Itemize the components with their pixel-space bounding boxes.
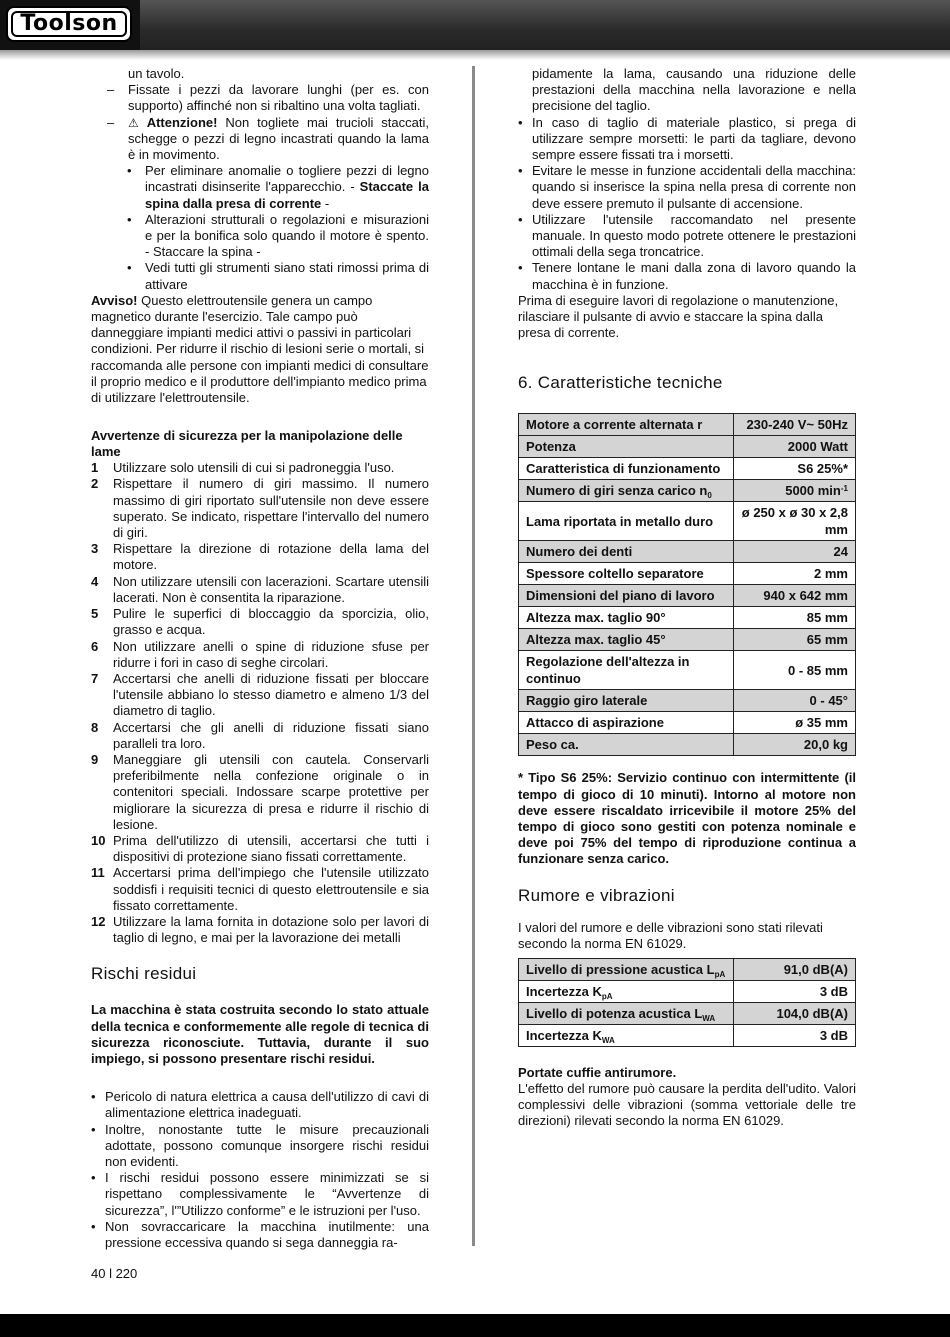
list-item-number: 4 (91, 573, 99, 589)
table-row: Peso ca. 20,0 kg (519, 734, 856, 756)
list-item (91, 639, 429, 671)
list-item-number: 7 (91, 670, 99, 686)
list-item: • Non sovraccaricare la macchina inutilmente: una pressione eccessiva quando si sega danneggia ra- (91, 1219, 429, 1251)
list-item-text: Prima dell'utilizzo di utensili, accertarsi che tutti i dispositivi di protezione siano fissati correttamente. (113, 832, 429, 865)
table-row: Dimensioni del piano di lavoro 940 x 642 mm (519, 585, 856, 607)
table-row: Numero dei denti 24 (519, 541, 856, 563)
list-item-number: 9 (91, 751, 99, 767)
logo (6, 6, 132, 42)
table-row: Incertezza $K_{pA}$ 3 dB (519, 981, 856, 1003)
continuation-text: pidamente la lama, causando una riduzione delle prestazioni della macchina nella lavorazione e nella precisione del taglio. (532, 66, 856, 114)
list-item-number: 10 (91, 832, 106, 848)
list-item (91, 541, 429, 573)
list-item (91, 606, 429, 638)
blade-safety-title: Avvertenze di sicurezza per la manipolazione delle lame (91, 428, 403, 460)
list-item (91, 914, 429, 946)
noise-title: Rumore e vibrazioni (518, 885, 675, 905)
sub-item: • Vedi tutti gli strumenti siano stati rimossi prima di attivare (91, 260, 429, 292)
list-item: • Tenere lontane le mani dalla zona di lavoro quando la macchina è in funzione. (518, 260, 856, 292)
right-bullet-list (518, 115, 856, 293)
table-row: Motore a corrente alternata r 230-240 V~ 50Hz (519, 414, 856, 436)
table-row: Caratteristica di funzionamento S6 25%* (519, 458, 856, 480)
page-number: 40 l 220 (91, 1266, 138, 1281)
rischi-title: Rischi residui (91, 964, 197, 984)
list-item (91, 720, 429, 752)
list-item-text: Pulire le superfici di bloccaggio da sporcizia, olio, grasso e acqua. (113, 606, 429, 638)
closing-paragraph: Prima di eseguire lavori di regolazione o manutenzione, rilasciare il pulsante di avvio e staccare la spina dalla presa di corrente. (518, 292, 839, 341)
list-item (91, 671, 429, 720)
list-item-text: Accertarsi che gli anelli di riduzione fissati siano paralleli tra loro. (113, 719, 429, 751)
dash-item-warning: – ⚠ Attenzione! Non togliete mai trucioli staccati, schegge o pezzi di legno incastrati quando la lama è in movimento. (91, 115, 429, 164)
list-item-text: Non utilizzare utensili con lacerazioni. Scartare utensili lacerati. Non è consentita la riparazione. (113, 573, 429, 605)
list-item: • I rischi residui possono essere minimizzati se si rispettano complessivamente le “Avvertenze di sicurezza”, l'”Utilizzo conforme” e le istruzioni per l'uso. (91, 1170, 429, 1219)
list-item-number: 3 (91, 541, 99, 557)
ear-protection-text: L'effetto del rumore può causare la perdita dell'udito. Valori complessivi delle vibrazioni (somma vettoriale delle tre direzioni) rilevati secondo la norma EN 61029. (518, 1081, 856, 1129)
list-item-number: 11 (91, 865, 105, 881)
left-column (91, 66, 429, 1251)
footer-bar (0, 1314, 950, 1337)
list-item-number: 5 (91, 606, 99, 622)
table-row: Livello di potenza acustica $L_{WA}$ 104,0 dB(A) (519, 1003, 856, 1025)
right-column (518, 66, 856, 1130)
list-item-text: Rispettare il numero di giri massimo. Il numero massimo di giri riportato sull'utensile non deve essere superato. Se indicato, rispettare l'intervallo del numero di giri. (113, 476, 429, 541)
list-item-text: Utilizzare solo utensili di cui si padroneggia l'uso. (113, 460, 395, 476)
list-item: • In caso di taglio di materiale plastico, si prega di utilizzare sempre morsetti: le parti da tagliare, devono sempre essere fissati tra i morsetti. (518, 115, 856, 164)
list-item-text: Utilizzare la lama fornita in dotazione solo per lavori di taglio di legno, e mai per la lavorazione dei metalli (113, 913, 429, 946)
list-item (91, 574, 429, 606)
header-bar (0, 0, 950, 50)
list-item-text: Rispettare la direzione di rotazione della lama del motore. (113, 541, 429, 573)
sub-item: • Per eliminare anomalie o togliere pezzi di legno incastrati disinserite l'apparecchio. - Staccate la spina dalla presa di corrente - (91, 163, 429, 212)
list-item-text: Maneggiare gli utensili con cautela. Conservarli preferibilmente nella confezione originale o in contenitori speciali. Indossare scarpe protettive per migliorare la sicurezza di presa e ridurre il rischio di lesione. (113, 751, 429, 832)
table-row: Incertezza $K_{WA}$ 3 dB (519, 1025, 856, 1047)
blade-safety-list (91, 460, 429, 946)
warning-icon: ⚠ (128, 115, 139, 130)
list-item-text: Non utilizzare anelli o spine di riduzione sfuse per ridurre i fori in caso di seghe circolari. (113, 638, 429, 670)
list-item-text: Accertarsi prima dell'impiego che l'utensile utilizzato soddisfi i requisiti tecnici di questo elettroutensile e sia fissato correttamente. (113, 865, 429, 913)
table-row: Altezza max. taglio 90° 85 mm (519, 607, 856, 629)
list-item (91, 865, 429, 914)
table-row: Raggio giro laterale 0 - 45° (519, 690, 856, 712)
list-item (91, 752, 429, 833)
table-row: Spessore coltello separatore 2 mm (519, 563, 856, 585)
list-item: • Evitare le messe in funzione accidentali della macchina: quando si inserisce la spina nella presa di corrente non deve essere premuto il pulsante di accensione. (518, 163, 856, 212)
list-item-number: 1 (91, 460, 99, 476)
list-item-number: 2 (91, 476, 99, 492)
table-row: Numero di giri senza carico $n_0$ 5000 $\min^{-1}$ (519, 480, 856, 502)
list-item: • Pericolo di natura elettrica a causa dell'utilizzo di cavi di alimentazione elettrica inadeguati. (91, 1089, 429, 1121)
rischi-intro: La macchina è stata costruita secondo lo stato attuale della tecnica e conformemente alle regole di tecnica di sicurezza riconosciute. Tuttavia, durante il suo impiego, si possono presentare rischi residui. (91, 1002, 429, 1066)
list-item (91, 460, 429, 476)
avviso-paragraph: Avviso! Questo elettroutensile genera un campo magnetico durante l'esercizio. Tale campo può danneggiare impianti medici attivi o passivi in particolari condizioni. Per ridurre il rischio di lesioni serie o mortali, si raccomanda alle persone con impianti medici di consultare il proprio medico e il produttore dell'impianto medico prima di utilizzare l'elettroutensile. (91, 292, 429, 406)
list-item-number: 6 (91, 638, 99, 654)
ear-protection-title: Portate cuffie antirumore. (518, 1065, 677, 1081)
table-row: Attacco di aspirazione ø 35 mm (519, 712, 856, 734)
list-item (91, 833, 429, 865)
list-item-number: 8 (91, 719, 99, 735)
logo-box (0, 0, 140, 50)
list-item: • Inoltre, nonostante tutte le misure precauzionali adottate, possono comunque insorgere rischi residui non evidenti. (91, 1122, 429, 1171)
table-row: Lama riportata in metallo duro ø 250 x ø 30 x 2,8 mm (519, 502, 856, 541)
list-item-number: 12 (91, 913, 106, 929)
list-item: • Utilizzare l'utensile raccomandato nel presente manuale. In questo modo potrete ottenere le prestazioni ottimali della sega troncatrice. (518, 212, 856, 261)
spec-footnote: * Tipo S6 25%: Servizio continuo con intermittente (il tempo di gioco di 10 minuti). Intorno al motore non deve essere riscaldato irricevibile il motore 25% del tempo di gioco sono gestiti con potenza nominale e deve poi 75% del tempo di riproduzione continua a funzionare senza carico. (518, 770, 856, 867)
table-row: Livello di pressione acustica $L_{pA}$ 91,0 dB(A) (519, 959, 856, 981)
sub-item: • Alterazioni strutturali o regolazioni e misurazioni e per la bonifica solo quando il motore è spento. - Staccare la spina - (91, 212, 429, 261)
table-row: Regolazione dell'altezza in continuo 0 - 85 mm (519, 651, 856, 690)
list-item-text: Accertarsi che anelli di riduzione fissati per bloccare l'utensile abbiano lo stesso diametro e almeno 1/3 del diametro di taglio. (113, 670, 429, 719)
rischi-list (91, 1089, 429, 1251)
dash-item: – Fissate i pezzi da lavorare lunghi (per es. con supporto) affinché non si ribaltino una volta tagliati. (91, 82, 429, 114)
column-divider (472, 66, 475, 1246)
noise-intro: I valori del rumore e delle vibrazioni sono stati rilevati secondo la norma EN 61029. (518, 919, 823, 951)
list-continuation: un tavolo. (128, 66, 185, 81)
table-row: Potenza 2000 Watt (519, 436, 856, 458)
header-shadow (0, 50, 950, 60)
logo-text: Toolson (11, 11, 127, 37)
table-row: Altezza max. taglio 45° 65 mm (519, 629, 856, 651)
noise-table (518, 958, 856, 1047)
spec-table (518, 413, 856, 756)
tech-title: 6. Caratteristiche tecniche (518, 373, 723, 393)
list-item (91, 476, 429, 541)
